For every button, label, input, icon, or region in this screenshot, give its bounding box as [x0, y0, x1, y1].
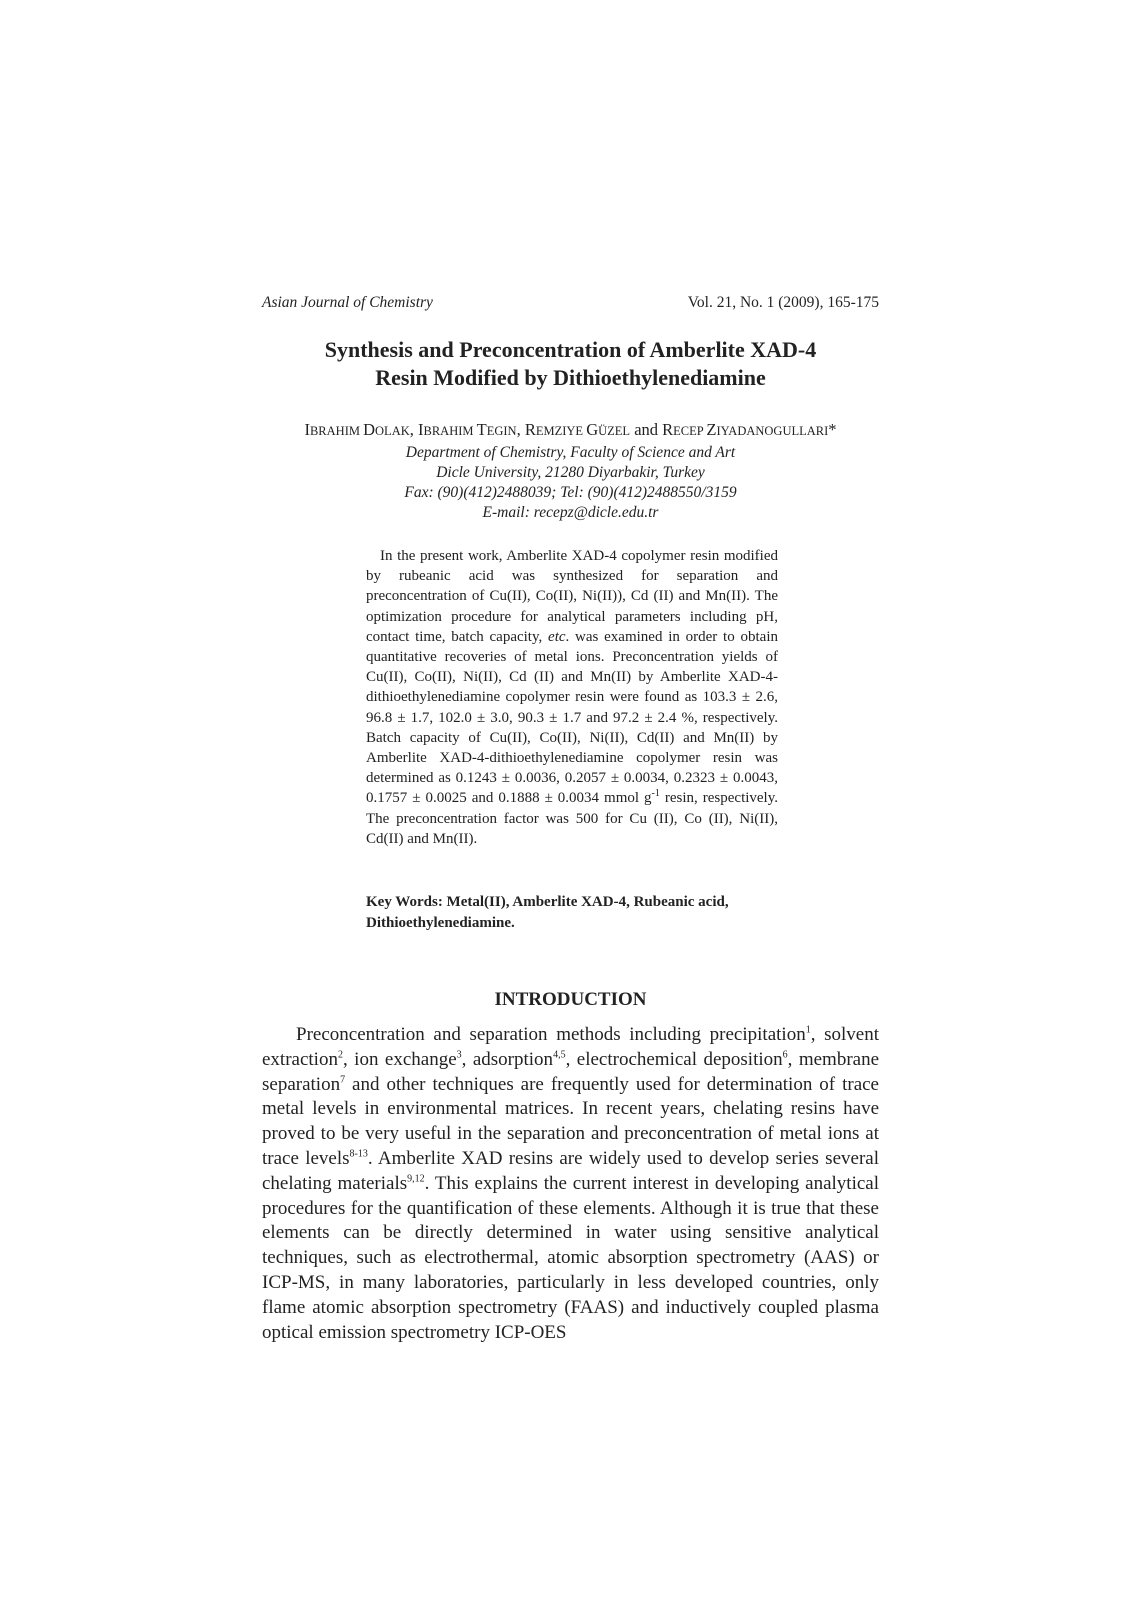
affiliation-university: Dicle University, 21280 Diyarbakir, Turkey	[436, 464, 705, 481]
affiliation-email: E-mail: recepz@dicle.edu.tr	[482, 504, 659, 521]
section-heading-introduction: INTRODUCTION	[494, 989, 647, 1010]
introduction-body	[262, 1023, 879, 1345]
citation-ref: 4,5	[553, 1049, 566, 1061]
keywords: Key Words: Metal(II), Amberlite XAD-4, Rubeanic acid, Dithioethylenediamine.	[366, 894, 729, 931]
citation-ref: 2	[337, 1049, 343, 1061]
author-3: REMZIYE GÜZEL	[524, 420, 631, 439]
citation-ref: 8-13	[349, 1148, 368, 1160]
citation-ref: 3	[456, 1049, 462, 1061]
author-2: IBRAHIM TEGIN	[418, 420, 517, 439]
citation-ref: 7	[340, 1074, 346, 1086]
citation-ref: 9,12	[407, 1173, 425, 1185]
paper-title	[262, 336, 879, 392]
author-list: IBRAHIM DOLAK, IBRAHIM TEGIN, REMZIYE GÜZEL and RECEP ZIYADANOGULLARI*	[304, 420, 837, 439]
volume-citation: Vol. 21, No. 1 (2009), 165-175	[687, 294, 879, 311]
author-4: RECEP ZIYADANOGULLARI	[662, 420, 829, 439]
affiliation-department: Department of Chemistry, Faculty of Science and Art	[405, 444, 736, 461]
abstract-text: In the present work, Amberlite XAD-4 copolymer resin modified by rubeanic acid was synthesized for separation and preconcentration of Cu(II), Co(II), Ni(II)), Cd (II) and Mn(II). The optimization procedure for analytical parameters including pH, contact time, batch capacity, etc. was examined in order to obtain quantitative recoveries of metal ions. Preconcentration yields of Cu(II), Co(II), Ni(II), Cd (II) and Mn(II) by Amberlite XAD-4-dithioethylenediamine copolymer resin were found as 103.3 ± 2.6, 96.8 ± 1.7, 102.0 ± 3.0, 90.3 ± 1.7 and 97.2 ± 2.4 %, respectively. Batch capacity of Cu(II), Co(II), Ni(II), Cd(II) and Mn(II) by Amberlite XAD-4-dithioethylenediamine copolymer resin was determined as 0.1243 ± 0.0036, 0.2057 ± 0.0034, 0.2323 ± 0.0043, 0.1757 ± 0.0025 and 0.1888 ± 0.0034 mmol $g^{-1}$ resin, respectively. The preconcentration factor was 500 for Cu (II), Co (II), Ni(II), Cd(II) and Mn(II).	[366, 548, 778, 847]
introduction-paragraph: Preconcentration and separation methods including precipitation$^1$, solvent extraction$^2$, ion exchange$^3$, adsorption$^{4,5}$, electrochemical deposition$^6$, membrane separation$^7$ and other techniques are frequently used for determination of trace metal levels in environmental matrices. In recent years, chelating resins have proved to be very useful in the separation and preconcentration of metal ions at trace levels$^{8-13}$. Amberlite XAD resins are widely used to develop series several chelating materials$^{9,12}$. This explains the current interest in developing analytical procedures for the quantification of these elements. Although it is true that these elements can be directly determined in water using sensitive analytical techniques, such as electrothermal, atomic absorption spectrometry (AAS) or ICP-MS, in many laboratories, particularly in less developed countries, only flame atomic absorption spectrometry (FAAS) and inductively coupled plasma optical emission spectrometry ICP-OES	[262, 1024, 880, 1343]
citation-ref: 6	[782, 1049, 788, 1061]
title-line-1: Synthesis and Preconcentration of Amberlite XAD-4	[324, 337, 817, 362]
journal-name: Asian Journal of Chemistry	[262, 294, 433, 311]
citation-ref: 1	[805, 1024, 811, 1036]
affiliation	[262, 443, 879, 523]
abstract	[366, 546, 778, 849]
author-1: IBRAHIM DOLAK	[304, 420, 410, 439]
title-line-2: Resin Modified by Dithioethylenediamine	[375, 365, 766, 390]
affiliation-contact: Fax: (90)(412)2488039; Tel: (90)(412)2488550/3159	[404, 484, 737, 501]
corresponding-author-mark: *	[828, 420, 837, 439]
